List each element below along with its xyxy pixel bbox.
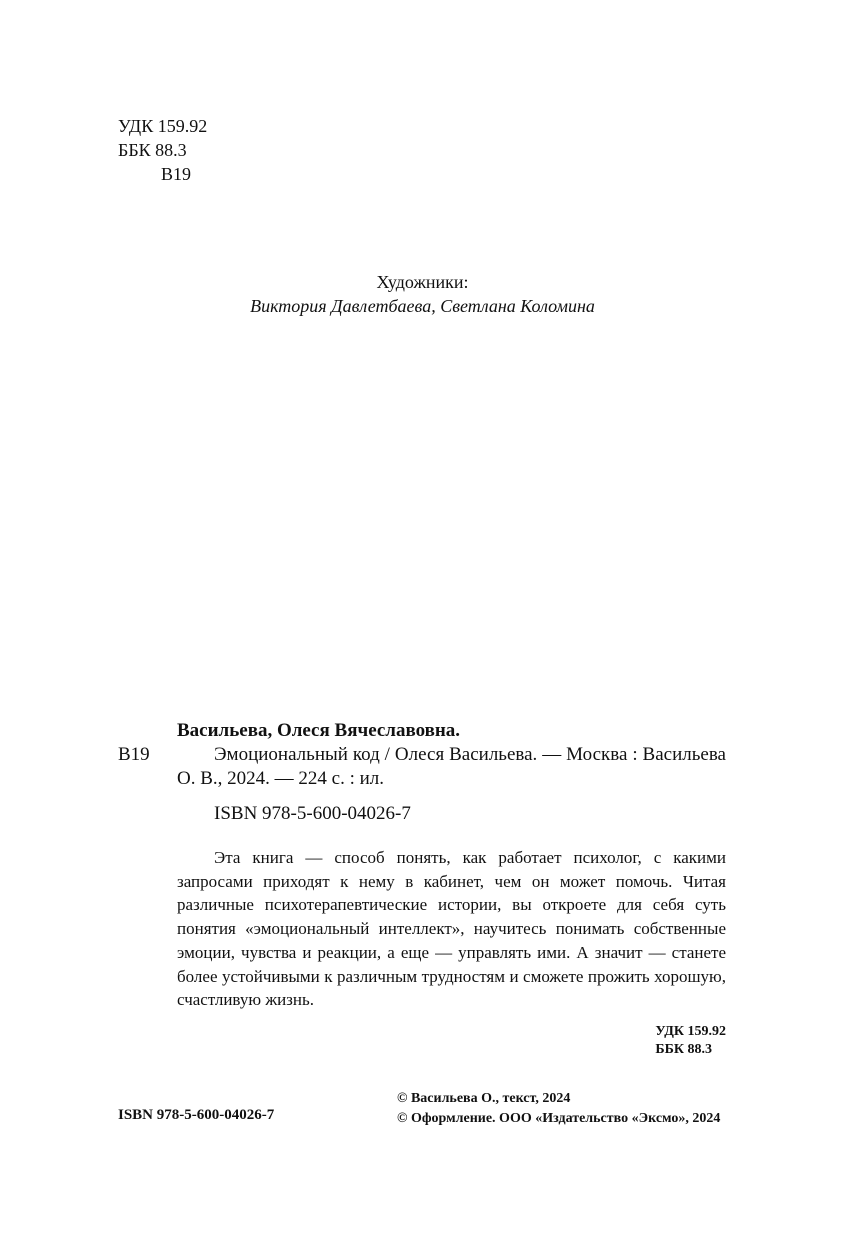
author-heading: Васильева, Олеся Вячеславовна. bbox=[177, 720, 461, 741]
author-mark: В19 bbox=[161, 164, 192, 184]
classification-codes bbox=[118, 114, 207, 186]
annotation-text: Эта книга — способ понять, как работает психолог, с какими запросами приходят к нему в кабинет, чем он может помочь. Читая различные психотерапевтические истории, вы откроете для себя суть понятия «эмоциональный интеллект», научитесь понимать собственные эмоции, чувства и реакции, а еще — управлять ими. А значит — станете более устойчивыми к различным трудностям и сможете прожить хорошую, счастливую жизнь. bbox=[177, 848, 726, 1010]
copyright-block bbox=[397, 1089, 720, 1129]
footer-isbn: ISBN 978-5-600-04026-7 bbox=[118, 1107, 275, 1123]
footer-classification-codes bbox=[655, 1023, 726, 1059]
artists-credit bbox=[0, 270, 845, 318]
record-author-mark: В19 bbox=[118, 744, 150, 765]
footer-udk-code: УДК 159.92 bbox=[655, 1024, 726, 1039]
bbk-code: ББК 88.3 bbox=[118, 140, 187, 160]
bibliographic-record bbox=[118, 719, 726, 826]
book-description: Эмоциональный код / Олеся Васильева. — Москва : Васильева О. В., 2024. — 224 с. : ил. bbox=[177, 744, 726, 789]
record-isbn: ISBN 978-5-600-04026-7 bbox=[214, 803, 411, 824]
footer-bbk-code: ББК 88.3 bbox=[655, 1042, 713, 1057]
udk-code: УДК 159.92 bbox=[118, 116, 208, 136]
text-copyright: © Васильева О., текст, 2024 bbox=[397, 1091, 571, 1106]
artists-label: Художники: bbox=[376, 272, 469, 292]
artists-names: Виктория Давлетбаева, Светлана Коломина bbox=[250, 296, 595, 316]
design-copyright: © Оформление. ООО «Издательство «Эксмо», 2024 bbox=[397, 1111, 721, 1126]
